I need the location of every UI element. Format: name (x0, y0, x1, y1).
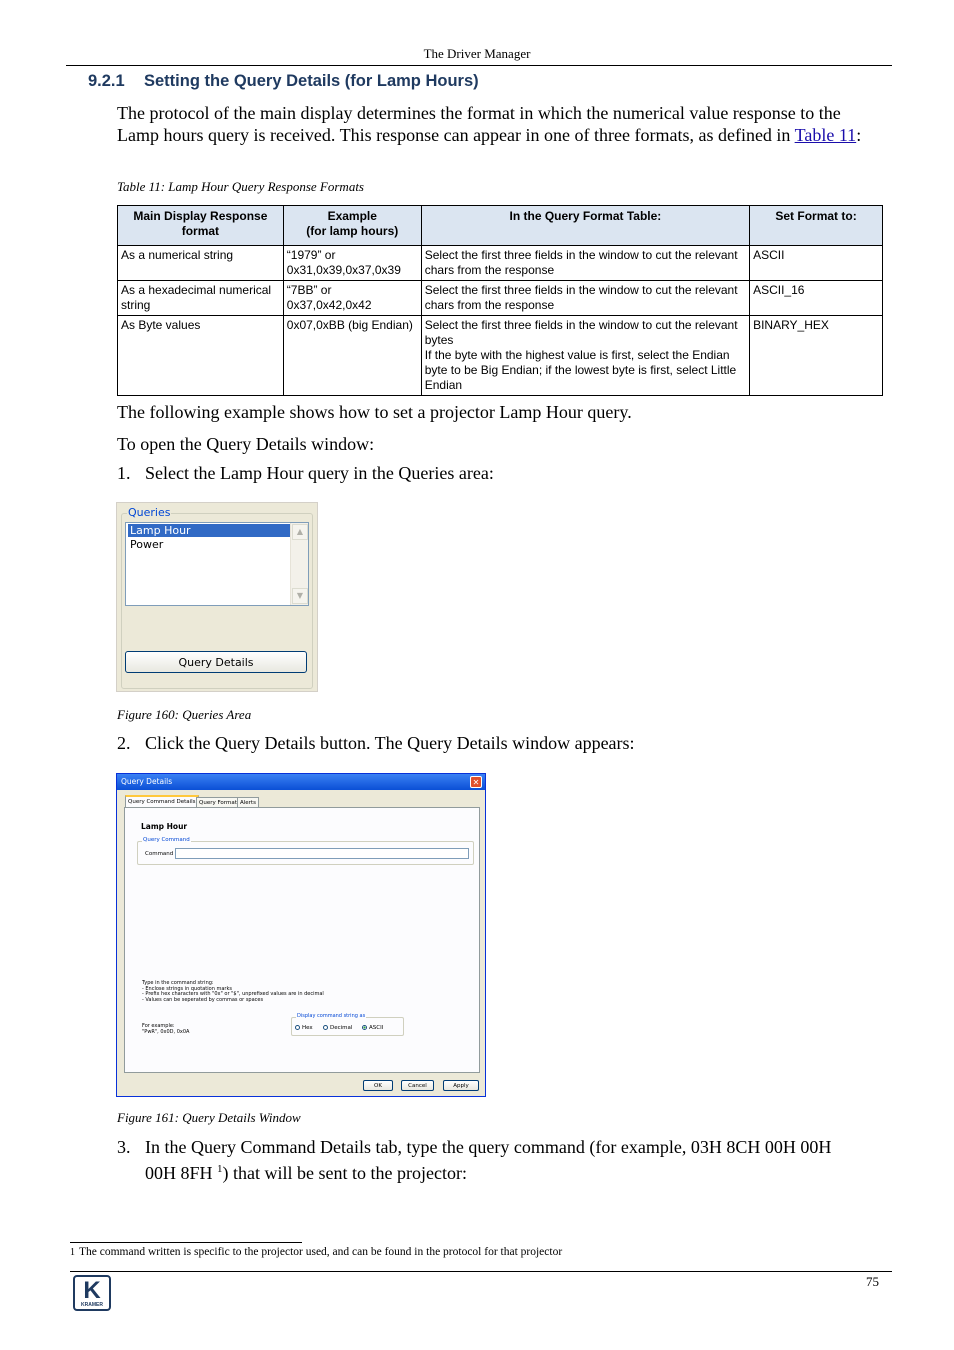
intro-text: The protocol of the main display determines the format in which the numerical value response to the Lamp hours query is received. This response can appear in one of three formats, as defined in (117, 103, 841, 145)
footnote-rule (70, 1242, 302, 1243)
scroll-down-icon[interactable]: ▼ (292, 588, 308, 604)
step-text-cont: 00H 8FH (145, 1163, 218, 1183)
apply-button[interactable]: Apply (443, 1080, 479, 1091)
radio-decimal[interactable]: Decimal (323, 1025, 352, 1032)
header-query-format-table: In the Query Format Table: (421, 206, 749, 246)
section-number: 9.2.1 (88, 72, 125, 90)
tab-query-format[interactable]: Query Format (196, 797, 240, 808)
step-text: Select the Lamp Hour query in the Queries area: (145, 463, 494, 483)
scroll-up-icon[interactable]: ▲ (292, 524, 308, 540)
header-rule (66, 65, 892, 66)
radio-icon (295, 1025, 300, 1030)
response-formats-table (117, 205, 883, 396)
table-cell: “1979” or 0x31,0x39,0x37,0x39 (283, 246, 421, 281)
table-cell: As Byte values (118, 316, 284, 396)
figure-161-caption: Figure 161: Query Details Window (117, 1110, 301, 1125)
command-help-text: Type in the command string: - Enclose strings in quotation marks - Prefix hex characters with "0x" or "$", unprefixed values are in decimal - Values can be seperated by commas or spaces (142, 980, 324, 1003)
command-label: Command (145, 851, 174, 857)
section-title: Setting the Query Details (for Lamp Hours) (144, 72, 479, 90)
section-heading (88, 72, 479, 91)
footnote-ref[interactable]: 1 (217, 1163, 223, 1175)
running-header: The Driver Manager (423, 46, 531, 61)
footnote (70, 1246, 562, 1258)
tab-alerts[interactable]: Alerts (237, 797, 259, 808)
query-details-window (116, 773, 486, 1097)
table-cell: BINARY_HEX (750, 316, 883, 396)
table-cell: Select the first three fields in the window to cut the relevant chars from the response (421, 246, 749, 281)
query-command-group (137, 837, 474, 865)
step-number: 1. (117, 463, 131, 483)
footnote-number: 1 (70, 1247, 75, 1258)
queries-list[interactable] (125, 522, 309, 606)
cancel-button[interactable]: Cancel (401, 1080, 434, 1091)
table-cell: As a numerical string (118, 246, 284, 281)
queries-area-figure (116, 502, 318, 692)
step-text-end: ) that will be sent to the projector: (222, 1163, 467, 1183)
footnote-text: The command written is specific to the projector used, and can be found in the protocol for that projector (79, 1246, 563, 1258)
header-example: Example (for lamp hours) (283, 206, 421, 246)
footer-rule (70, 1271, 892, 1272)
query-item-power[interactable]: Power (130, 538, 164, 551)
query-command-group-label: Query Command (143, 837, 190, 843)
command-example-text: For example: "PwR", 0x0D, 0x0A (142, 1023, 190, 1035)
kramer-logo (73, 1275, 111, 1311)
table-row (118, 281, 883, 316)
window-title: Query Details (121, 777, 173, 786)
table-cell: ASCII (750, 246, 883, 281)
table-cell: Select the first three fields in the window to cut the relevant chars from the response (421, 281, 749, 316)
query-item-lamp-hour[interactable]: Lamp Hour (128, 524, 292, 537)
step-text: In the Query Command Details tab, type the query command (for example, 03H 8CH 00H 00H (145, 1137, 832, 1157)
radio-ascii[interactable]: ASCII (362, 1025, 383, 1032)
table-link[interactable]: Table 11 (794, 125, 857, 145)
table-row (118, 246, 883, 281)
logo-word: KRAMER (81, 1302, 103, 1308)
open-window-paragraph: To open the Query Details window: (117, 434, 375, 454)
table-caption: Table 11: Lamp Hour Query Response Formats (117, 179, 364, 194)
step-1 (117, 462, 887, 484)
table-cell: ASCII_16 (750, 281, 883, 316)
step-text: Click the Query Details button. The Query Details window appears: (145, 733, 635, 753)
table-cell: As a hexadecimal numerical string (118, 281, 284, 316)
table-row (118, 316, 883, 396)
radio-icon (323, 1025, 328, 1030)
display-format-group (291, 1013, 404, 1036)
example-paragraph: The following example shows how to set a projector Lamp Hour query. (117, 402, 632, 422)
step-2 (117, 732, 887, 754)
radio-selected-icon (362, 1025, 367, 1030)
header-set-format: Set Format to: (750, 206, 883, 246)
command-input[interactable] (175, 848, 469, 859)
query-details-button[interactable]: Query Details (125, 651, 307, 673)
window-title-bar (117, 774, 485, 790)
intro-paragraph (117, 102, 887, 146)
queries-scrollbar[interactable] (290, 523, 308, 605)
table-cell: Select the first three fields in the window to cut the relevant bytes If the byte with the highest value is first, select the Endian byte to be Big Endian; if the lowest byte is first, select Little Endian (421, 316, 749, 396)
query-name: Lamp Hour (141, 822, 188, 831)
figure-160-caption: Figure 160: Queries Area (117, 707, 252, 722)
step-number: 2. (117, 733, 131, 753)
page-number: 75 (866, 1274, 879, 1289)
queries-group-label: Queries (128, 506, 171, 519)
intro-end: : (856, 125, 862, 145)
close-icon[interactable]: ✕ (470, 776, 482, 788)
header-response-format: Main Display Response format (118, 206, 284, 246)
tab-query-command-details[interactable]: Query Command Details (125, 795, 199, 809)
step-3 (117, 1136, 887, 1184)
ok-button[interactable]: OK (363, 1080, 393, 1091)
display-format-label: Display command string as (297, 1013, 366, 1019)
table-cell: 0x07,0xBB (big Endian) (283, 316, 421, 396)
logo-letter: K (83, 1277, 101, 1304)
radio-hex[interactable]: Hex (295, 1025, 313, 1032)
step-number: 3. (117, 1137, 131, 1157)
tab-panel (124, 807, 480, 1073)
table-header-row (118, 206, 883, 246)
table-cell: “7BB” or 0x37,0x42,0x42 (283, 281, 421, 316)
